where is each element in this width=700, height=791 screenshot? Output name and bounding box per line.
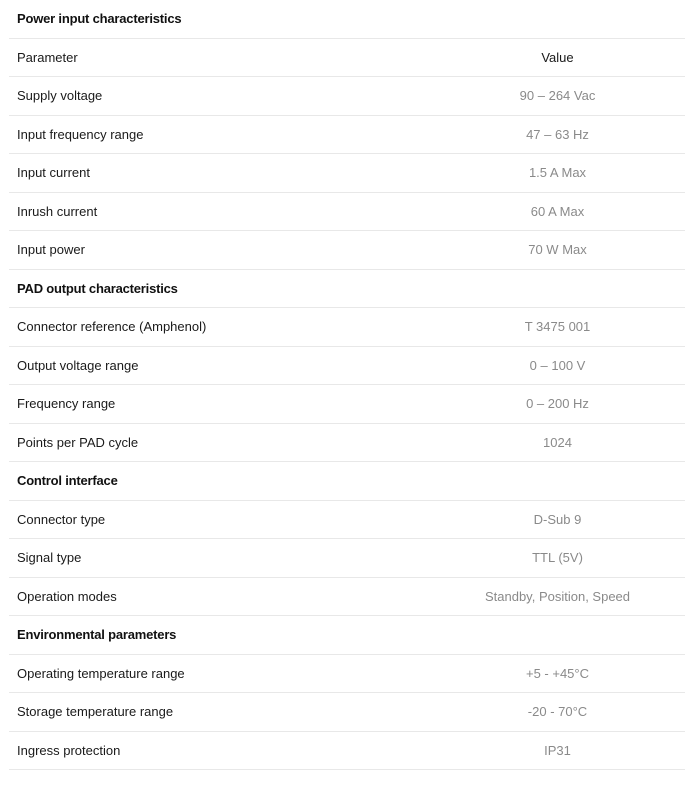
parameter-name: Output voltage range (17, 357, 139, 373)
parameter-value: 0 – 200 Hz (526, 396, 589, 412)
table-row (9, 154, 685, 193)
parameter-value: T 3475 001 (524, 319, 591, 335)
table-row (9, 424, 685, 463)
table-row (9, 385, 685, 424)
section-heading-pad-output (9, 270, 685, 309)
section-heading-power-input (9, 0, 685, 39)
parameter-value: 0 – 100 V (529, 357, 586, 373)
parameter-name: Supply voltage (17, 88, 103, 104)
parameter-name: Inrush current (17, 203, 98, 219)
parameter-value: +5 - +45°C (525, 665, 589, 681)
table-row (9, 193, 685, 232)
parameter-value: 1.5 A Max (528, 165, 587, 181)
table-row (9, 732, 685, 771)
parameter-name: Input current (17, 165, 90, 181)
parameter-value: 47 – 63 Hz (526, 126, 589, 142)
parameter-value: 70 W Max (528, 242, 587, 258)
table-header-row (9, 39, 685, 78)
parameter-value: -20 - 70°C (527, 704, 588, 720)
parameter-value: Standby, Position, Speed (484, 588, 631, 604)
column-header-value: Value (541, 49, 574, 65)
parameter-name: Operation modes (17, 588, 117, 604)
parameter-value: IP31 (544, 742, 571, 758)
parameter-name: Points per PAD cycle (17, 434, 139, 450)
parameter-name: Signal type (17, 550, 82, 566)
parameter-name: Input power (17, 242, 85, 258)
section-title: PAD output characteristics (17, 280, 178, 296)
table-row (9, 77, 685, 116)
spec-table (9, 0, 685, 770)
parameter-value: 60 A Max (530, 203, 585, 219)
parameter-value: 1024 (543, 434, 572, 450)
parameter-value: TTL (5V) (532, 550, 583, 566)
parameter-name: Frequency range (17, 396, 116, 412)
table-row (9, 655, 685, 694)
column-header-parameter: Parameter (17, 49, 78, 65)
parameter-name: Storage temperature range (17, 704, 174, 720)
parameter-name: Connector type (17, 511, 106, 527)
parameter-value: 90 – 264 Vac (519, 88, 596, 104)
section-title: Control interface (17, 473, 118, 489)
parameter-name: Input frequency range (17, 126, 144, 142)
parameter-value: D-Sub 9 (533, 511, 582, 527)
table-row (9, 578, 685, 617)
table-row (9, 501, 685, 540)
parameter-name: Operating temperature range (17, 665, 185, 681)
parameter-name: Ingress protection (17, 742, 121, 758)
section-heading-control-interface (9, 462, 685, 501)
table-row (9, 116, 685, 155)
section-title: Environmental parameters (17, 627, 177, 643)
table-row (9, 539, 685, 578)
section-heading-environmental (9, 616, 685, 655)
parameter-name: Connector reference (Amphenol) (17, 319, 207, 335)
table-row (9, 231, 685, 270)
table-row (9, 308, 685, 347)
section-title: Power input characteristics (17, 11, 182, 27)
table-row (9, 693, 685, 732)
table-row (9, 347, 685, 386)
